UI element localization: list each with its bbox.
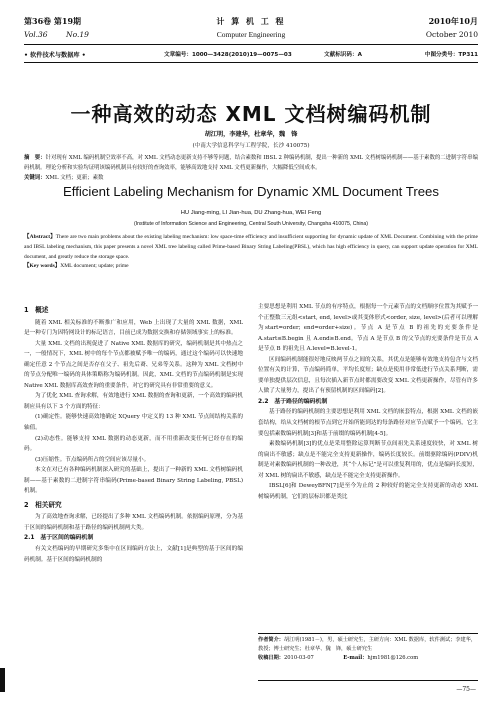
author-bio-label: 作者简介： (258, 637, 284, 643)
date-en: October 2010 (425, 30, 478, 39)
running-header (24, 16, 478, 30)
footnote (258, 636, 478, 663)
paragraph: 素数编码机制[3]的优点是采用整除运算判断节点间祖先关系速度较快，对 XML 树的扁出不敏感；缺点是不能完全支持更新操作，编码长度较长。前缀驱除编码(PDIV)机制是对素数编码机制的一种改进，其“个人标记”是可以重复利用的，优点是编码长度短，对 XML 树的扁出不敏感，缺点是不能完全支持更新操作。 (258, 441, 478, 479)
received-label: 收稿日期： (258, 655, 284, 661)
footnote-rule (258, 633, 478, 634)
right-column (258, 302, 478, 502)
paragraph: 本文在对已有各种编码机制深入研究的基础上，提出了一种新的 XML 文档树编码机制——基于素数的二进制字符串编码(Prime-based Binary String Labeling, PBSL)机制。 (24, 467, 243, 495)
paragraph: 有关文档编码的早期研究多集中在区间编码方法上，文献[1]是典型的基于区间的编码机制。基于区间的编码机制的 (24, 546, 243, 563)
paragraph: 为了优化 XML 查询求解，有效地进行 XML 数据的查询和更新，一个高效的编码机制应具有以下 3 个方面的特征： (24, 393, 243, 410)
subsection-2-1-heading: 2.1 基于区间的编码机制 (24, 535, 94, 542)
abstract-en-label: 【Abstract】 (24, 234, 56, 240)
paragraph: 大量 XML 文档的出现促进了 Native XML 数据库的研究，编码机制是其中热点之一，一般情况下，XML 树中的每个节点都被赋予唯一的编码，通过这个编码可以快速地确定任意 2 个节点之间是否存在父子、祖先后裔、兄弟等关系。这种为 XML 文档树中的节点分配唯一编码的具体策略称为编码机制。因此，XML 文档的节点编码机制是实现 Native XML 数据库高效查询的重要条件，对它的研究具有非常重要的意义。 (24, 340, 243, 389)
page-edge-marker (0, 668, 5, 692)
affiliation-cn: (中南大学信息科学与工程学院，长沙 410075) (192, 143, 310, 149)
journal-name-cn: 计 算 机 工 程 (216, 16, 286, 26)
email-label: E-mail： (343, 655, 368, 661)
classification-number: 中图分类号：TP311 (424, 52, 478, 58)
footer-rule (258, 680, 478, 681)
article-meta (24, 50, 478, 62)
email: hjm1981@126.com (367, 655, 419, 661)
article-number: 文章编号：1000—3428(2010)19—0075—03 (164, 52, 292, 58)
document-code: 文献标识码：A (324, 52, 362, 58)
keywords-cn-label: 关键词： (24, 175, 46, 181)
paragraph: IBSL[6]和 DeweyBFN[7]是至今为止的 2 种较好的能完全支持更新的动态 XML 树编码机制，它们的层标识都是类比 (258, 483, 478, 500)
volume-en: Vol.36 (24, 30, 48, 39)
title-cn: 一种高效的动态 XML 文档树编码机制 (70, 102, 432, 126)
running-header-en (24, 30, 478, 44)
header-rule-top (24, 44, 478, 45)
date-cn: 2010年10月 (428, 16, 478, 26)
header-rule-bottom (24, 62, 478, 63)
abstract-cn-label: 摘 要： (24, 155, 46, 161)
keywords-en: XML document; update; prime (60, 263, 129, 270)
author-bio: 胡江明(1981－)，男，硕士研究生，主研方向：XML 数据库，软件测试；李建华，教授；博士研究生；杜章华、魏 锋，硕士研究生 (258, 637, 477, 652)
section-2-heading: 2 相关研究 (24, 500, 62, 509)
abstract-en (24, 233, 478, 272)
paragraph: 区间编码机制能很好地反映两节点之间的关系，其优点是能够有效地支持包含与文档位置有关的计算，节点编码简单，平均长度短；缺点是使用非常低进行节点关系判断，需要单独提供层次信息，且每次插入新节点时都需要改变 XML 文档更新操作，尽管有许多人做了大量努力，提出了有预留机制的区间编码[2]。 (258, 356, 478, 395)
subsection-2-2-heading: 2.2 基于路径的编码机制 (258, 398, 328, 405)
abstract-cn-text: 针对现有 XML 编码机制空效率不高，对 XML 文档动态更新支持不够等问题，结合素数和 IBSL 2 种编码机制，提出一种新的 XML 文档树编码机制——基于素数的二进制字符串编码机制。理论分析和实验均证明该编码机制具有较好的查询效率，能够高效地支持 XML 文档更新操作，大幅降低空间成本。 (24, 155, 478, 171)
keywords-en-label: 【Key words】 (24, 263, 61, 270)
paragraph: 随着 XML 相关标准的不断推广和应用，Web 上出现了大量的 XML 数据，XML 是一种专门为因特网设计的标记语言，目前已成为数据交换和存储领域事实上的标准。 (24, 319, 243, 337)
keywords-cn: XML 文档；更新；素数 (45, 175, 104, 181)
left-column (24, 302, 243, 565)
list-item: (3)压缩性。节点编码所占的空间应该尽量小。 (35, 456, 150, 463)
section-label: • 软件技术与数据库 • (24, 52, 86, 59)
list-item: (2)动态性。能够支持 XML 数据的动态更新，而不用重新改变任何已经存在的编码。 (24, 435, 243, 453)
title-en: Efficient Labeling Mechanism for Dynamic XML Document Trees (62, 184, 439, 199)
authors-cn: 胡江明，李建华，杜章华，魏 锋 (204, 131, 298, 138)
paragraph: 基于路径的编码机制的主要思想是利用 XML 文档的嵌套特点，根据 XML 文档的嵌套结构，给从文档树的根节点到它开始所能到达的每条路径对应节点赋予一个编码，它主要包括素数编码机制[3]和基于前缀的编码机制[4-5]。 (258, 409, 478, 437)
received-date: 2010-03-07 (283, 655, 314, 661)
section-1-heading: 1 概述 (24, 306, 49, 314)
paragraph: 为了高效地查询求解，已经提出了多种 XML 文档编码机制。依据编码原理，分为基于区间的编码机制和基于路径的编码机制两大类。 (24, 514, 243, 531)
issue-en: No.19 (66, 30, 89, 39)
authors-en: HU Jiang-ming, LI Jian-hua, DU Zhang-hua, WEI Feng (180, 210, 322, 216)
abstract-en-text: There are two main problems about the existing labeling mechanism: low space-time efficiency and insufficient supporting for dynamic update of XML Document. Combining with the prime and IBSL labeling mechanism, this paper presents a novel XML tree labeling called Prime-based Binary String Labeling(PBSL), which has high efficiency in query, can support update operation for XML document, and greatly reduce the storage space. (24, 234, 479, 260)
abstract-cn (24, 153, 478, 183)
list-item: (1)确定性。能够快速高效地确定 XQuery 中定义的 13 种 XML 节点间结构关系的轴值。 (24, 414, 243, 432)
journal-name-en: Computer Engineering (216, 30, 286, 39)
page-number: —75— (456, 686, 476, 693)
affiliation-en: (Institute of Information Science and Engineering, Central South University, Changsha 410075, China) (133, 221, 369, 227)
volume-issue-cn: 第36卷 第19期 (24, 16, 82, 26)
paragraph: 主要思想是利用 XML 节点的有序特点，根据每一个元素节点的文档顺序位置为其赋予一个正整数三元组<start, end, level>或其变体形式<order, size, level>(后者可以理解为start=order; end=order+size)。节点 A 是节点 B 的祖先的充要条件是 A.start≤B.begin 且 A.end≥B.end。节点 A 是节点 B 的父节点的充要条件是节点 A 是节点 B 的祖先且 A.level=B.level-1。 (258, 304, 478, 353)
